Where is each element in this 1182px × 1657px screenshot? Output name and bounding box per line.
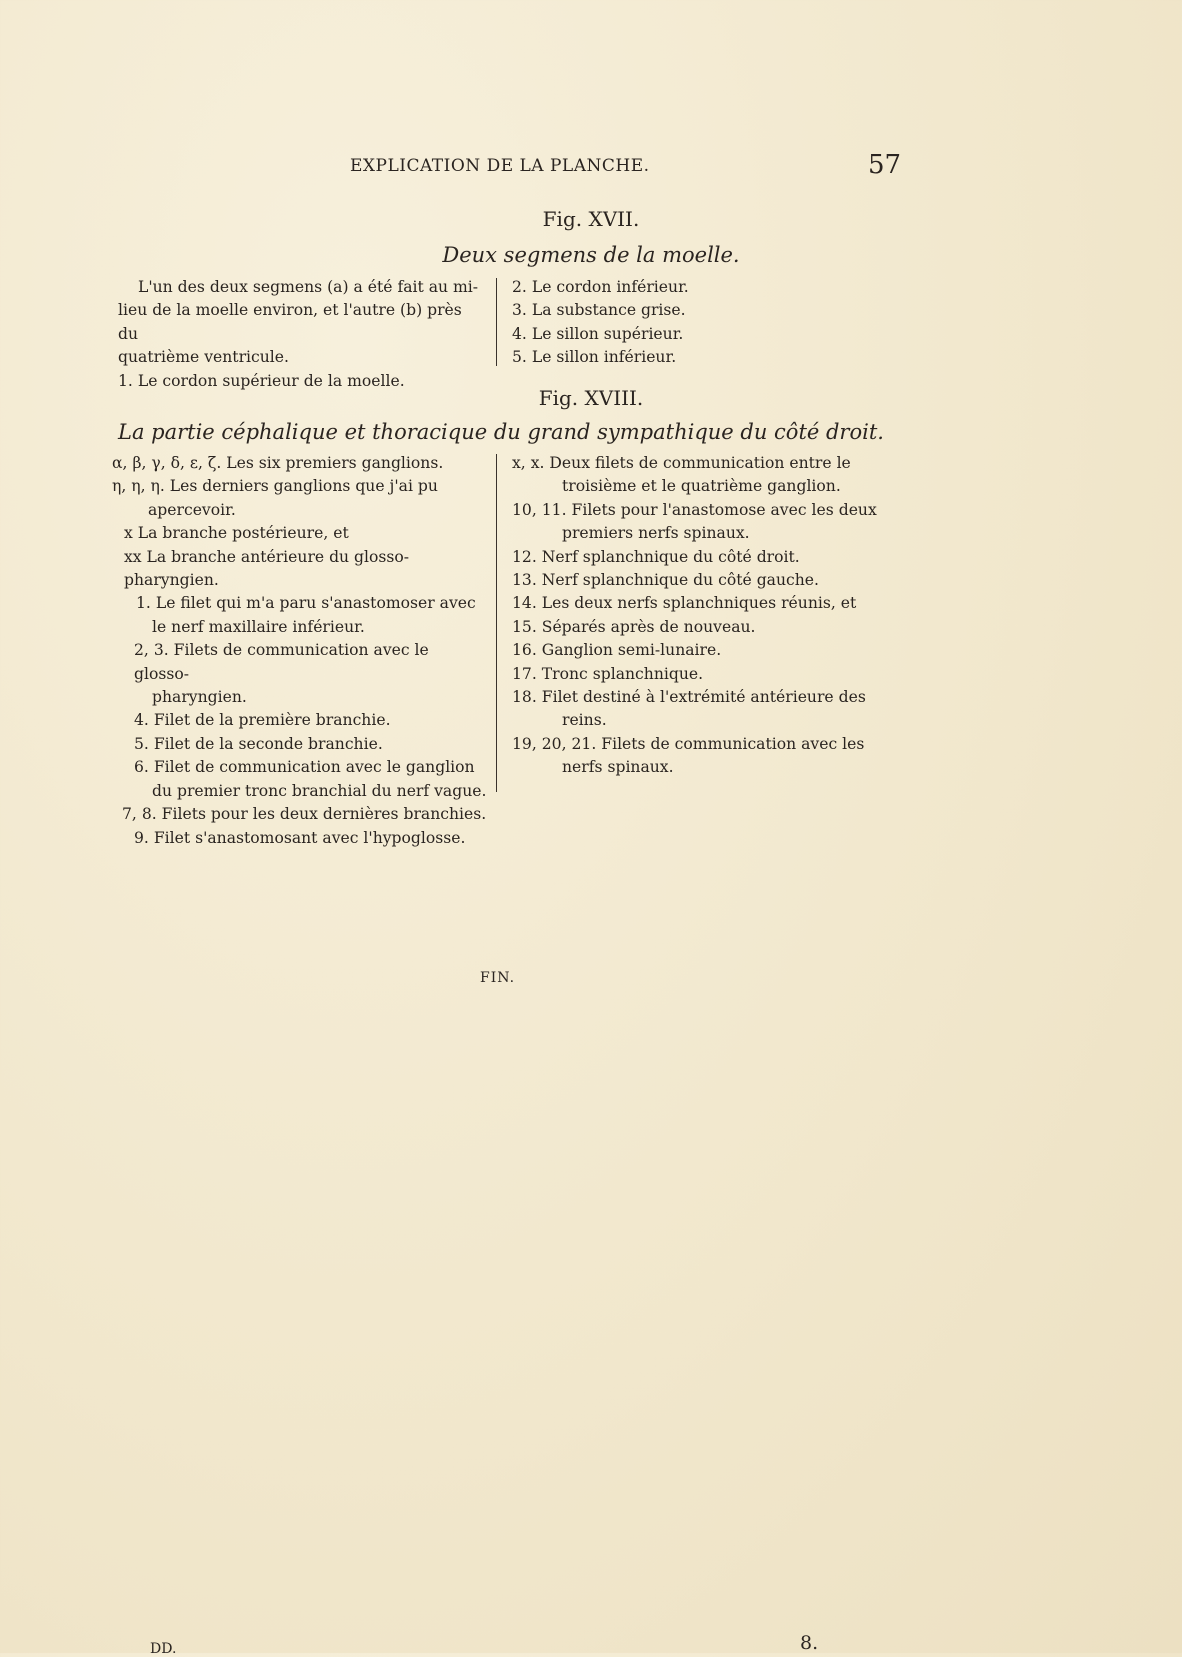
- text-line: L'un des deux segmens (a) a été fait au mi-: [138, 278, 479, 296]
- text-line: 15. Séparés après de nouveau.: [512, 617, 756, 636]
- text-line: xx La branche antérieure du glosso-pharyngien.: [124, 547, 410, 590]
- text-line: 18. Filet destiné à l'extrémité antérieure des: [512, 688, 866, 707]
- text-line: 12. Nerf splanchnique du côté droit.: [512, 547, 800, 566]
- text-line: apercevoir.: [148, 500, 236, 519]
- column-divider: [496, 454, 497, 792]
- text-line: 17. Tronc splanchnique.: [512, 664, 704, 683]
- text-line: 7, 8. Filets pour les deux dernières branchies.: [122, 805, 487, 824]
- text-line: 16. Ganglion semi-lunaire.: [512, 641, 722, 660]
- text-line: 3. La substance grise.: [512, 301, 686, 320]
- text-line: η, η, η. Les derniers ganglions que j'ai pu: [112, 477, 438, 496]
- text-line: nerfs spinaux.: [562, 758, 674, 777]
- text-line: x La branche postérieure, et: [124, 524, 349, 543]
- text-line: 9. Filet s'anastomosant avec l'hypoglosse.: [134, 828, 466, 847]
- text-line: le nerf maxillaire inférieur.: [152, 617, 365, 636]
- text-line: 10, 11. Filets pour l'anastomose avec les deux: [512, 500, 877, 519]
- text-line: troisième et le quatrième ganglion.: [562, 477, 841, 496]
- text-line: 4. Filet de la première branchie.: [134, 711, 391, 730]
- text-line: 2, 3. Filets de communication avec le glosso-: [134, 641, 429, 683]
- fig18-title: Fig. XVIII.: [538, 386, 644, 410]
- fig18-subtitle: La partie céphalique et thoracique du grand sympathique du côté droit.: [118, 420, 884, 444]
- text-line: α, β, γ, δ, ε, ζ. Les six premiers ganglions.: [112, 454, 444, 472]
- text-line: x, x. Deux filets de communication entre le: [512, 454, 851, 472]
- fig17-left-column: [118, 276, 480, 393]
- fig18-left-column: [112, 452, 488, 850]
- text-line: 6. Filet de communication avec le ganglion: [134, 758, 475, 777]
- text-line: premiers nerfs spinaux.: [562, 524, 750, 543]
- text-line: 19, 20, 21. Filets de communication avec les: [512, 734, 865, 753]
- text-line: pharyngien.: [152, 688, 247, 707]
- text-line: lieu de la moelle environ, et l'autre (b) près du: [118, 301, 462, 343]
- sheet-number: 8.: [800, 1632, 819, 1654]
- signature-mark: DD.: [150, 1641, 177, 1657]
- running-head: EXPLICATION DE LA PLANCHE.: [350, 156, 650, 176]
- fig17-right-column: [512, 276, 812, 370]
- fig17-title: Fig. XVII.: [542, 207, 640, 231]
- text-line: 1. Le filet qui m'a paru s'anastomoser avec: [136, 594, 476, 613]
- text-line: 13. Nerf splanchnique du côté gauche.: [512, 571, 819, 590]
- text-line: 1. Le cordon supérieur de la moelle.: [118, 371, 405, 390]
- text-line: du premier tronc branchial du nerf vague.: [152, 781, 487, 800]
- text-line: quatrième ventricule.: [118, 348, 289, 367]
- fig17-subtitle: Deux segmens de la moelle.: [442, 243, 740, 267]
- text-line: 5. Filet de la seconde branchie.: [134, 734, 383, 753]
- fin-mark: FIN.: [480, 970, 516, 986]
- text-line: 4. Le sillon supérieur.: [512, 324, 684, 343]
- text-line: 5. Le sillon inférieur.: [512, 348, 677, 367]
- column-divider: [496, 278, 497, 366]
- text-line: reins.: [562, 711, 607, 730]
- text-line: 14. Les deux nerfs splanchniques réunis, et: [512, 594, 857, 613]
- text-line: 2. Le cordon inférieur.: [512, 278, 689, 296]
- page-number: 57: [868, 150, 902, 180]
- fig18-right-column: [512, 452, 908, 780]
